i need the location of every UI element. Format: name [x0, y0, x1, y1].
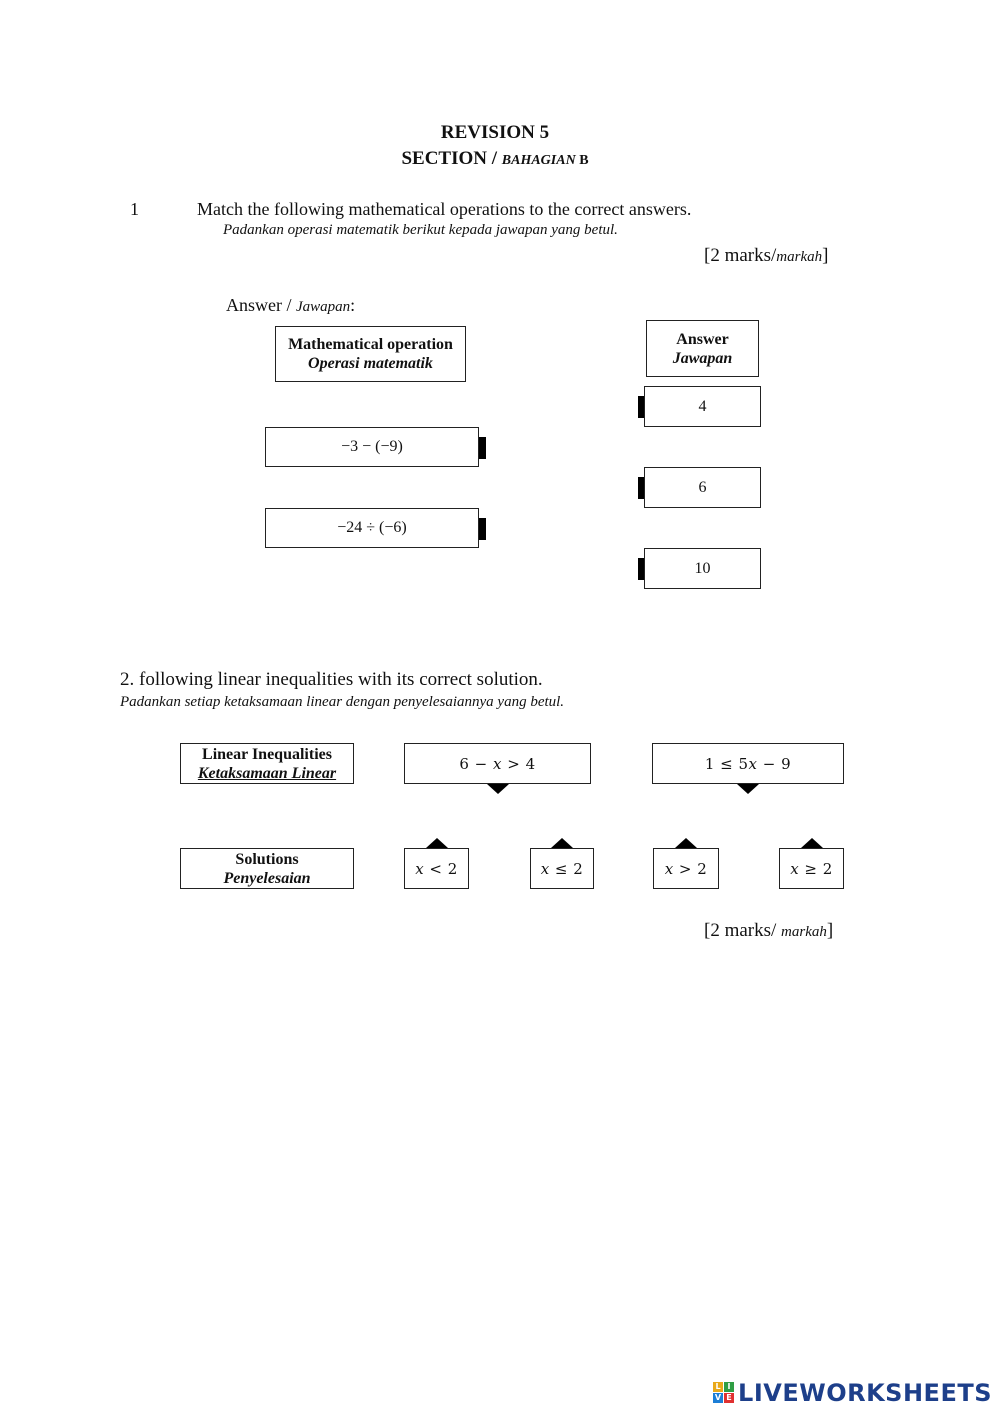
solution-item[interactable] [653, 848, 719, 889]
answer-header: Answer Jawapan [646, 320, 759, 377]
question-1-text: Match the following mathematical operations to the correct answers. [197, 199, 692, 219]
solution-label: x ≤ 2 [540, 859, 584, 878]
solutions-header: Solutions Penyelesaian [180, 848, 354, 889]
inequality-label: 6 − x > 4 [459, 754, 536, 773]
page-title: REVISION 5 [440, 122, 550, 143]
solution-item[interactable] [779, 848, 844, 889]
question-2-marks: [2 marks/ markah] [704, 920, 834, 941]
answer-label: 6 [698, 478, 707, 496]
match-connector[interactable] [737, 784, 759, 794]
answer-item[interactable] [644, 548, 761, 589]
match-connector[interactable] [638, 558, 644, 580]
liveworksheets-logo [713, 1379, 992, 1407]
question-1-text-malay: Padankan operasi matematik berikut kepada jawapan yang betul. [223, 222, 618, 238]
match-connector[interactable] [426, 838, 448, 848]
inequality-label: 1 ≤ 5x − 9 [704, 754, 792, 773]
operation-item[interactable] [265, 508, 479, 548]
answer-item[interactable] [644, 467, 761, 508]
logo-icon: L I V E [713, 1382, 735, 1404]
match-connector[interactable] [479, 518, 486, 540]
answer-label: 4 [698, 397, 707, 415]
operation-header: Mathematical operation Operasi matematik [275, 326, 466, 382]
answer-item[interactable] [644, 386, 761, 427]
operation-item[interactable] [265, 427, 479, 467]
operation-label: −3 − (−9) [341, 438, 403, 455]
match-connector[interactable] [638, 477, 644, 499]
match-connector[interactable] [638, 396, 644, 418]
answer-label: 10 [694, 559, 711, 577]
inequalities-header: Linear Inequalities Ketaksamaan Linear [180, 743, 354, 784]
question-2-text-malay: Padankan setiap ketaksamaan linear dengan penyelesaiannya yang betul. [120, 694, 565, 710]
section-title: SECTION / BAHAGIAN B [401, 148, 589, 169]
match-connector[interactable] [479, 437, 486, 459]
answer-label: Answer / Jawapan: [226, 295, 356, 315]
logo-text: LIVEWORKSHEETS [738, 1379, 992, 1407]
solution-label: x > 2 [664, 859, 708, 878]
question-1-number: 1 [130, 199, 139, 219]
match-connector[interactable] [675, 838, 697, 848]
operation-label: −24 ÷ (−6) [337, 519, 407, 536]
question-1-marks: [2 marks/markah] [704, 245, 829, 266]
question-2-text: 2. following linear inequalities with its correct solution. [120, 669, 543, 690]
solution-label: x ≥ 2 [790, 859, 833, 878]
match-connector[interactable] [487, 784, 509, 794]
solution-item[interactable] [530, 848, 594, 889]
match-connector[interactable] [801, 838, 823, 848]
inequality-item[interactable] [652, 743, 844, 784]
solution-label: x < 2 [415, 859, 458, 878]
match-connector[interactable] [551, 838, 573, 848]
inequality-item[interactable] [404, 743, 591, 784]
solution-item[interactable] [404, 848, 469, 889]
